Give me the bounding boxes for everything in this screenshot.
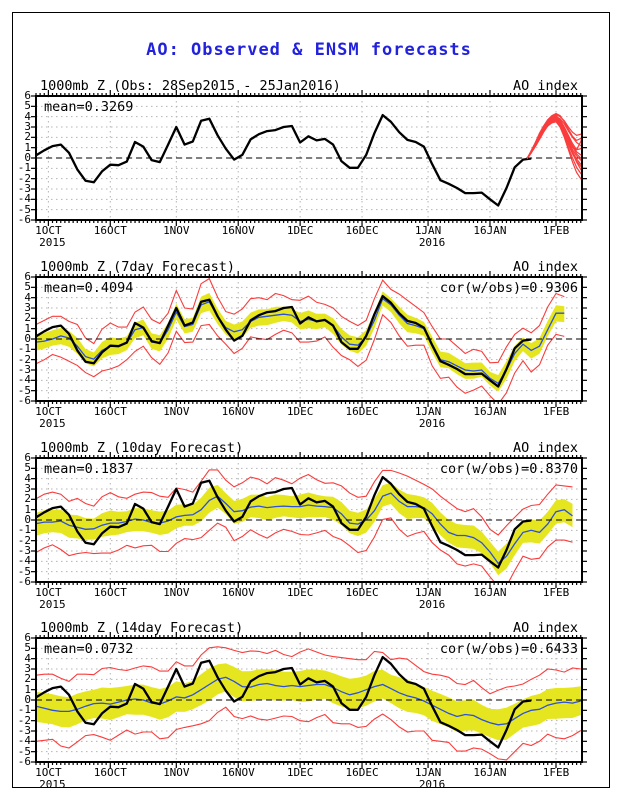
y-tick-label: 2 (24, 672, 31, 686)
x-tick-label: 1DEC (286, 766, 314, 779)
panel1-title: 1000mb Z (Obs: 28Sep2015 - 25Jan2016) (40, 78, 341, 94)
y-tick-label: -4 (17, 554, 31, 568)
x-tick-label: 1JAN (414, 586, 442, 599)
y-tick-label: -6 (17, 394, 31, 407)
x-tick-label: 1OCT (35, 766, 62, 779)
x-tick-label: 16JAN (473, 405, 507, 418)
y-tick-label: 2 (24, 130, 31, 144)
y-tick-label: 2 (24, 311, 31, 325)
x-tick-label: 16JAN (473, 586, 507, 599)
x-tick-label: 16NOV (221, 586, 255, 599)
y-tick-label: 5 (24, 641, 31, 655)
panel2-right-label: AO index (512, 259, 578, 275)
y-tick-label: 1 (24, 140, 31, 154)
x-tick-label: 1OCT (35, 224, 62, 237)
y-tick-label: -6 (17, 575, 31, 588)
panel2-mean-label: mean=0.4094 (44, 280, 134, 296)
x-tick-label: 1DEC (286, 405, 314, 418)
x-tick-label: 16DEC (345, 766, 379, 779)
x-tick-label: 16JAN (473, 224, 507, 237)
y-tick-label: -5 (17, 383, 31, 397)
y-tick-label: 2 (24, 492, 31, 506)
y-tick-label: 3 (24, 662, 31, 675)
panel3-right-label: AO index (512, 440, 578, 456)
y-tick-label: 6 (24, 89, 31, 102)
y-tick-label: 6 (24, 270, 31, 283)
x-tick-label: 16OCT (93, 224, 127, 237)
x-tick-label: 1NOV (163, 766, 190, 779)
y-tick-label: -2 (17, 171, 31, 185)
y-tick-label: -3 (17, 363, 31, 376)
y-tick-label: -1 (17, 703, 31, 717)
y-tick-label: 0 (24, 513, 31, 526)
x-tick-label: 16DEC (345, 586, 379, 599)
y-tick-label: -4 (17, 734, 31, 748)
panel4-title: 1000mb Z (14day Forecast) (40, 620, 244, 636)
y-tick-label: 0 (24, 332, 31, 345)
x-tick-label: 16OCT (93, 586, 127, 599)
x-tick-label: 1JAN (414, 766, 442, 779)
x-tick-label: 1DEC (286, 586, 314, 599)
y-tick-label: -1 (17, 523, 31, 537)
x-tick-label: 1DEC (286, 224, 314, 237)
y-tick-label: -1 (17, 342, 31, 356)
panel3-cor-label: cor(w/obs)=0.8370 (439, 461, 578, 477)
x-tick-label: 1FEB (542, 766, 570, 779)
x-tick-label: 1OCT (35, 405, 62, 418)
panel3-title: 1000mb Z (10day Forecast) (40, 440, 244, 456)
x-tick-label: 16NOV (221, 405, 255, 418)
y-tick-label: 0 (24, 693, 31, 706)
x-tick-label: 1FEB (542, 224, 570, 237)
y-tick-label: 4 (24, 290, 31, 304)
y-tick-label: -2 (17, 533, 31, 547)
y-tick-label: -3 (17, 724, 31, 737)
x-tick-label: 16DEC (345, 405, 379, 418)
panel1-right-label: AO index (512, 78, 578, 94)
y-tick-label: 1 (24, 321, 31, 335)
x-tick-label: 16OCT (93, 766, 127, 779)
x-tick-label: 1FEB (542, 586, 570, 599)
y-tick-label: 1 (24, 682, 31, 696)
panel4-mean-label: mean=0.0732 (44, 641, 134, 657)
x-tick-label: 16NOV (221, 766, 255, 779)
x-tick-label: 1NOV (163, 224, 190, 237)
panel2-title: 1000mb Z (7day Forecast) (40, 259, 236, 275)
x-tick-year-label: 2016 (418, 417, 446, 430)
y-tick-label: -4 (17, 192, 31, 206)
y-tick-label: -6 (17, 213, 31, 226)
y-tick-label: 6 (24, 451, 31, 464)
y-tick-label: -5 (17, 744, 31, 758)
x-tick-label: 16DEC (345, 224, 379, 237)
y-tick-label: 1 (24, 502, 31, 516)
x-tick-year-label: 2015 (39, 236, 66, 249)
x-tick-label: 1NOV (163, 405, 190, 418)
y-tick-label: 0 (24, 151, 31, 164)
x-tick-year-label: 2016 (418, 598, 446, 611)
y-tick-label: -5 (17, 564, 31, 578)
panel2-cor-label: cor(w/obs)=0.9306 (439, 280, 578, 296)
y-tick-label: 6 (24, 631, 31, 644)
x-tick-year-label: 2015 (39, 598, 66, 611)
y-tick-label: 3 (24, 120, 31, 133)
y-tick-label: 4 (24, 471, 31, 485)
y-tick-label: -3 (17, 544, 31, 557)
x-tick-year-label: 2015 (39, 417, 66, 430)
x-tick-year-label: 2016 (418, 236, 446, 249)
y-tick-label: 4 (24, 651, 31, 665)
page-title: AO: Observed & ENSM forecasts (146, 40, 472, 60)
x-tick-label: 16JAN (473, 766, 507, 779)
x-tick-label: 1NOV (163, 586, 190, 599)
y-tick-label: -1 (17, 161, 31, 175)
x-tick-label: 1JAN (414, 224, 442, 237)
x-tick-year-label: 2015 (39, 778, 66, 791)
y-tick-label: 3 (24, 301, 31, 314)
y-tick-label: -6 (17, 755, 31, 768)
x-tick-year-label: 2016 (418, 778, 446, 791)
x-tick-label: 16NOV (221, 224, 255, 237)
y-tick-label: -2 (17, 352, 31, 366)
panel1-mean-label: mean=0.3269 (44, 99, 134, 115)
y-tick-label: 3 (24, 482, 31, 495)
x-tick-label: 1FEB (542, 405, 570, 418)
x-tick-label: 16OCT (93, 405, 127, 418)
panel4-cor-label: cor(w/obs)=0.6433 (439, 641, 578, 657)
y-tick-label: 4 (24, 109, 31, 123)
y-tick-label: -2 (17, 713, 31, 727)
y-tick-label: -3 (17, 182, 31, 195)
y-tick-label: 5 (24, 461, 31, 475)
y-tick-label: -5 (17, 202, 31, 216)
y-tick-label: 5 (24, 280, 31, 294)
x-tick-label: 1OCT (35, 586, 62, 599)
x-tick-label: 1JAN (414, 405, 442, 418)
panel4-right-label: AO index (512, 620, 578, 636)
y-tick-label: 5 (24, 99, 31, 113)
panel3-mean-label: mean=0.1837 (44, 461, 134, 477)
y-tick-label: -4 (17, 373, 31, 387)
